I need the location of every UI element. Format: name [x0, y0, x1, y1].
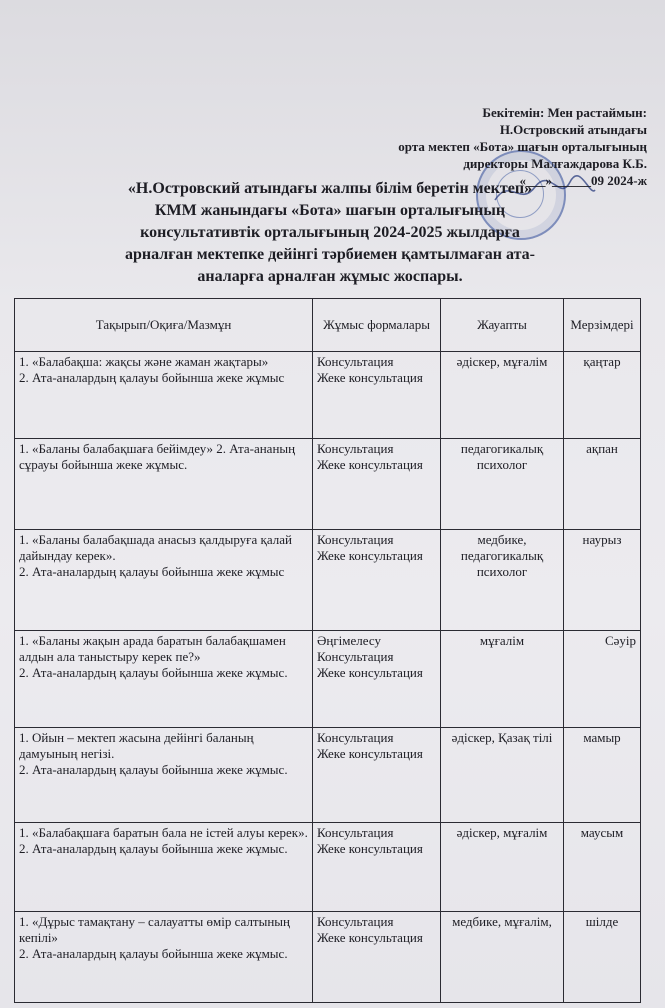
forms-cell: [313, 728, 441, 823]
approval-line: орта мектеп «Бота» шағын орталығының: [398, 139, 647, 154]
topic-item: 2. Ата-аналардың қалауы бойынша жеке жұмыс.: [19, 762, 288, 777]
title-line: консультативтік орталығының 2024-2025 жылдарға: [140, 224, 520, 241]
topic-item: 2. Ата-аналардың қалауы бойынша жеке жұмыс: [19, 370, 285, 385]
responsible-cell: педагогикалық психолог: [441, 439, 564, 530]
form-item: Жеке консультация: [317, 841, 423, 856]
header-responsible: Жауапты: [441, 299, 564, 352]
topic-item: 1. «Баланы балабақшада анасыз қалдыруға қалай дайындау керек».: [19, 532, 292, 563]
topic-cell: [15, 352, 313, 439]
header-deadline: Мерзімдері: [564, 299, 641, 352]
deadline-cell: шілде: [564, 912, 641, 1003]
form-item: Консультация: [317, 354, 394, 369]
topic-cell: [15, 728, 313, 823]
table-row: [15, 530, 641, 631]
table-header-row: [15, 299, 641, 352]
forms-cell: [313, 631, 441, 728]
form-item: Жеке консультация: [317, 548, 423, 563]
form-item: Консультация: [317, 730, 394, 745]
deadline-cell: наурыз: [564, 530, 641, 631]
approval-line: директоры Малғаждарова К.Б.: [463, 156, 647, 171]
form-item: Әңгімелесу Консультация: [317, 633, 394, 664]
topic-item: 2. Ата-аналардың қалауы бойынша жеке жұмыс.: [19, 946, 288, 961]
deadline-cell: қаңтар: [564, 352, 641, 439]
title-line: «Н.Островский атындағы жалпы білім беретін мектеп»: [127, 180, 533, 197]
topic-item: 1. «Дұрыс тамақтану – салауатты өмір салтының кепілі»: [19, 914, 290, 945]
approval-line: Бекітемін: Мен растаймын:: [482, 105, 647, 120]
form-item: Консультация: [317, 532, 394, 547]
topic-item: 1. «Балабақшаға баратын бала не істей алуы керек».: [19, 825, 308, 840]
form-item: Жеке консультация: [317, 457, 423, 472]
header-forms: Жұмыс формалары: [313, 299, 441, 352]
topic-cell: [15, 912, 313, 1003]
topic-item: 2. Ата-аналардың қалауы бойынша жеке жұмыс: [19, 564, 285, 579]
approval-block: [317, 104, 647, 189]
forms-cell: [313, 912, 441, 1003]
responsible-cell: мұғалім: [441, 631, 564, 728]
responsible-cell: медбике, мұғалім,: [441, 912, 564, 1003]
table-row: [15, 823, 641, 912]
document-title: [100, 178, 560, 288]
topic-cell: [15, 439, 313, 530]
approval-date: «___»______09 2024-ж: [519, 173, 647, 188]
title-line: аналарға арналған жұмыс жоспары.: [197, 268, 463, 285]
deadline-cell: ақпан: [564, 439, 641, 530]
topic-item: 1. «Балабақша: жақсы және жаман жақтары»: [19, 354, 269, 369]
topic-item: 1. Ойын – мектеп жасына дейінгі баланың дамуының негізі.: [19, 730, 254, 761]
deadline-cell: маусым: [564, 823, 641, 912]
topic-cell: [15, 823, 313, 912]
form-item: Консультация: [317, 914, 394, 929]
responsible-cell: әдіскер, мұғалім: [441, 352, 564, 439]
topic-item: 1. «Баланы балабақшаға бейімдеу» 2. Ата-ананың сұрауы бойынша жеке жұмыс.: [19, 441, 296, 472]
forms-cell: [313, 439, 441, 530]
forms-cell: [313, 352, 441, 439]
form-item: Жеке консультация: [317, 370, 423, 385]
table-row: [15, 728, 641, 823]
responsible-cell: әдіскер, мұғалім: [441, 823, 564, 912]
deadline-cell: мамыр: [564, 728, 641, 823]
deadline-cell: Сәуір: [564, 631, 641, 728]
table-row: [15, 439, 641, 530]
topic-item: 1. «Баланы жақын арада баратын балабақшамен алдын ала таныстыру керек пе?»: [19, 633, 286, 664]
topic-item: 2. Ата-аналардың қалауы бойынша жеке жұмыс.: [19, 841, 288, 856]
responsible-cell: медбике, педагогикалық психолог: [441, 530, 564, 631]
topic-item: 2. Ата-аналардың қалауы бойынша жеке жұмыс.: [19, 665, 288, 680]
approval-line: Н.Островский атындағы: [499, 122, 647, 137]
form-item: Жеке консультация: [317, 746, 423, 761]
forms-cell: [313, 823, 441, 912]
responsible-cell: әдіскер, Қазақ тілі: [441, 728, 564, 823]
forms-cell: [313, 530, 441, 631]
form-item: Жеке консультация: [317, 930, 423, 945]
title-line: КММ жанындағы «Бота» шағын орталығының: [154, 202, 506, 219]
header-topic: Тақырып/Оқиға/Мазмұн: [15, 299, 313, 352]
topic-cell: [15, 631, 313, 728]
work-plan-table: [14, 298, 641, 1003]
form-item: Жеке консультация: [317, 665, 423, 680]
table-row: [15, 631, 641, 728]
table-row: [15, 352, 641, 439]
title-line: арналған мектепке дейінгі тәрбиемен қамтылмаған ата-: [125, 246, 535, 263]
form-item: Консультация: [317, 441, 394, 456]
topic-cell: [15, 530, 313, 631]
table-row: [15, 912, 641, 1003]
form-item: Консультация: [317, 825, 394, 840]
